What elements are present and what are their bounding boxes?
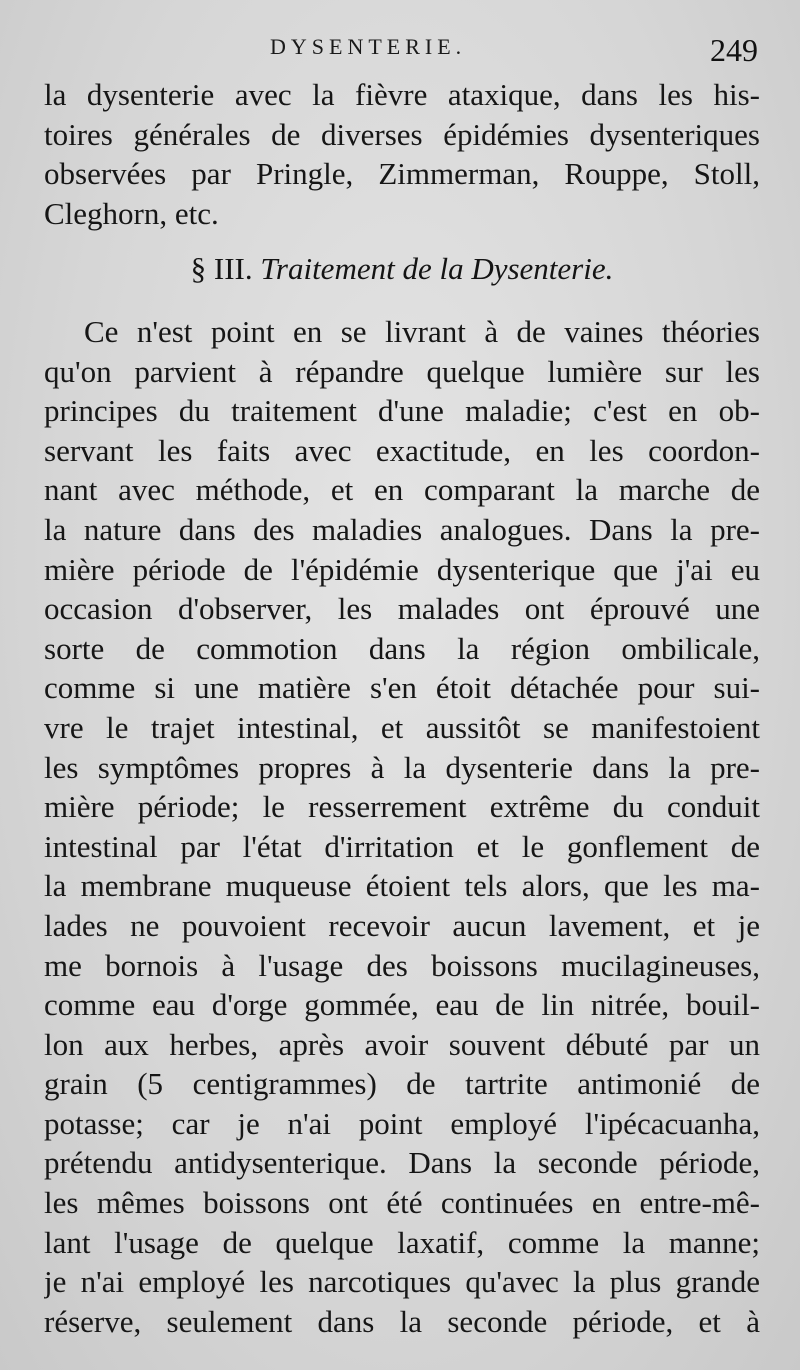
text-line: toires générales de diverses épidémies dysenteriques (44, 116, 760, 152)
text-line: la dysenterie avec la fièvre ataxique, dans les his- (44, 77, 760, 112)
text-line: nant avec méthode, et en comparant la marche de (44, 472, 760, 508)
text-line: lades ne pouvoient recevoir aucun lavement, et je (44, 907, 760, 943)
text-line: lant l'usage de quelque laxatif, comme la manne; (44, 1224, 760, 1260)
text-line: la nature dans des maladies analogues. Dans la pre- (44, 511, 760, 547)
running-title: DYSENTERIE. (270, 34, 467, 59)
text-line: comme eau d'orge gommée, eau de lin nitrée, bouil- (44, 987, 760, 1023)
text-line: sorte de commotion dans la région ombilicale, (44, 630, 760, 666)
text-line: principes du traitement d'une maladie; c'est en ob- (44, 393, 760, 429)
text-line: observées par Pringle, Zimmerman, Rouppe, Stoll, (44, 156, 760, 192)
text-line: prétendu antidysenterique. Dans la seconde période, (44, 1145, 760, 1181)
text-line: me bornois à l'usage des boissons mucilagineuses, (44, 947, 760, 983)
text-line: servant les faits avec exactitude, en les coordon- (44, 432, 760, 468)
text-line: Ce n'est point en se livrant à de vaines théories (84, 314, 760, 349)
text-line: les mêmes boissons ont été continuées en entre-mê- (44, 1185, 760, 1221)
text-line: réserve, seulement dans la seconde période, et à (44, 1303, 760, 1339)
page-header (40, 30, 762, 70)
text-line: potasse; car je n'ai point employé l'ipécacuanha, (44, 1105, 760, 1141)
section-title: Traitement de la Dysenterie. (260, 251, 614, 286)
text-line: les symptômes propres à la dysenterie dans la pre- (44, 749, 760, 785)
paragraph-continued (44, 75, 760, 233)
text-line: grain (5 centigrammes) de tartrite antimonié de (44, 1066, 760, 1102)
section-number: § III. (190, 251, 253, 286)
page-number: 249 (710, 32, 758, 68)
text-line: vre le trajet intestinal, et aussitôt se manifestoient (44, 709, 760, 745)
text-line: qu'on parvient à répandre quelque lumière sur les (44, 353, 760, 389)
text-line: je n'ai employé les narcotiques qu'avec la plus grande (44, 1264, 760, 1300)
text-line: intestinal par l'état d'irritation et le gonflement de (44, 828, 760, 864)
text-line: lon aux herbes, après avoir souvent débuté par un (44, 1026, 760, 1062)
text-line: occasion d'observer, les malades ont éprouvé une (44, 591, 760, 627)
text-line: mière période; le resserrement extrême du conduit (44, 789, 760, 825)
text-line: comme si une matière s'en étoit détachée pour sui- (44, 670, 760, 706)
text-line: Cleghorn, etc. (44, 195, 219, 231)
paragraph-treatment (44, 312, 760, 1341)
text-line: mière période de l'épidémie dysenterique que j'ai eu (44, 551, 760, 587)
text-line: la membrane muqueuse étoient tels alors, que les ma- (44, 868, 760, 904)
section-heading (44, 251, 760, 287)
